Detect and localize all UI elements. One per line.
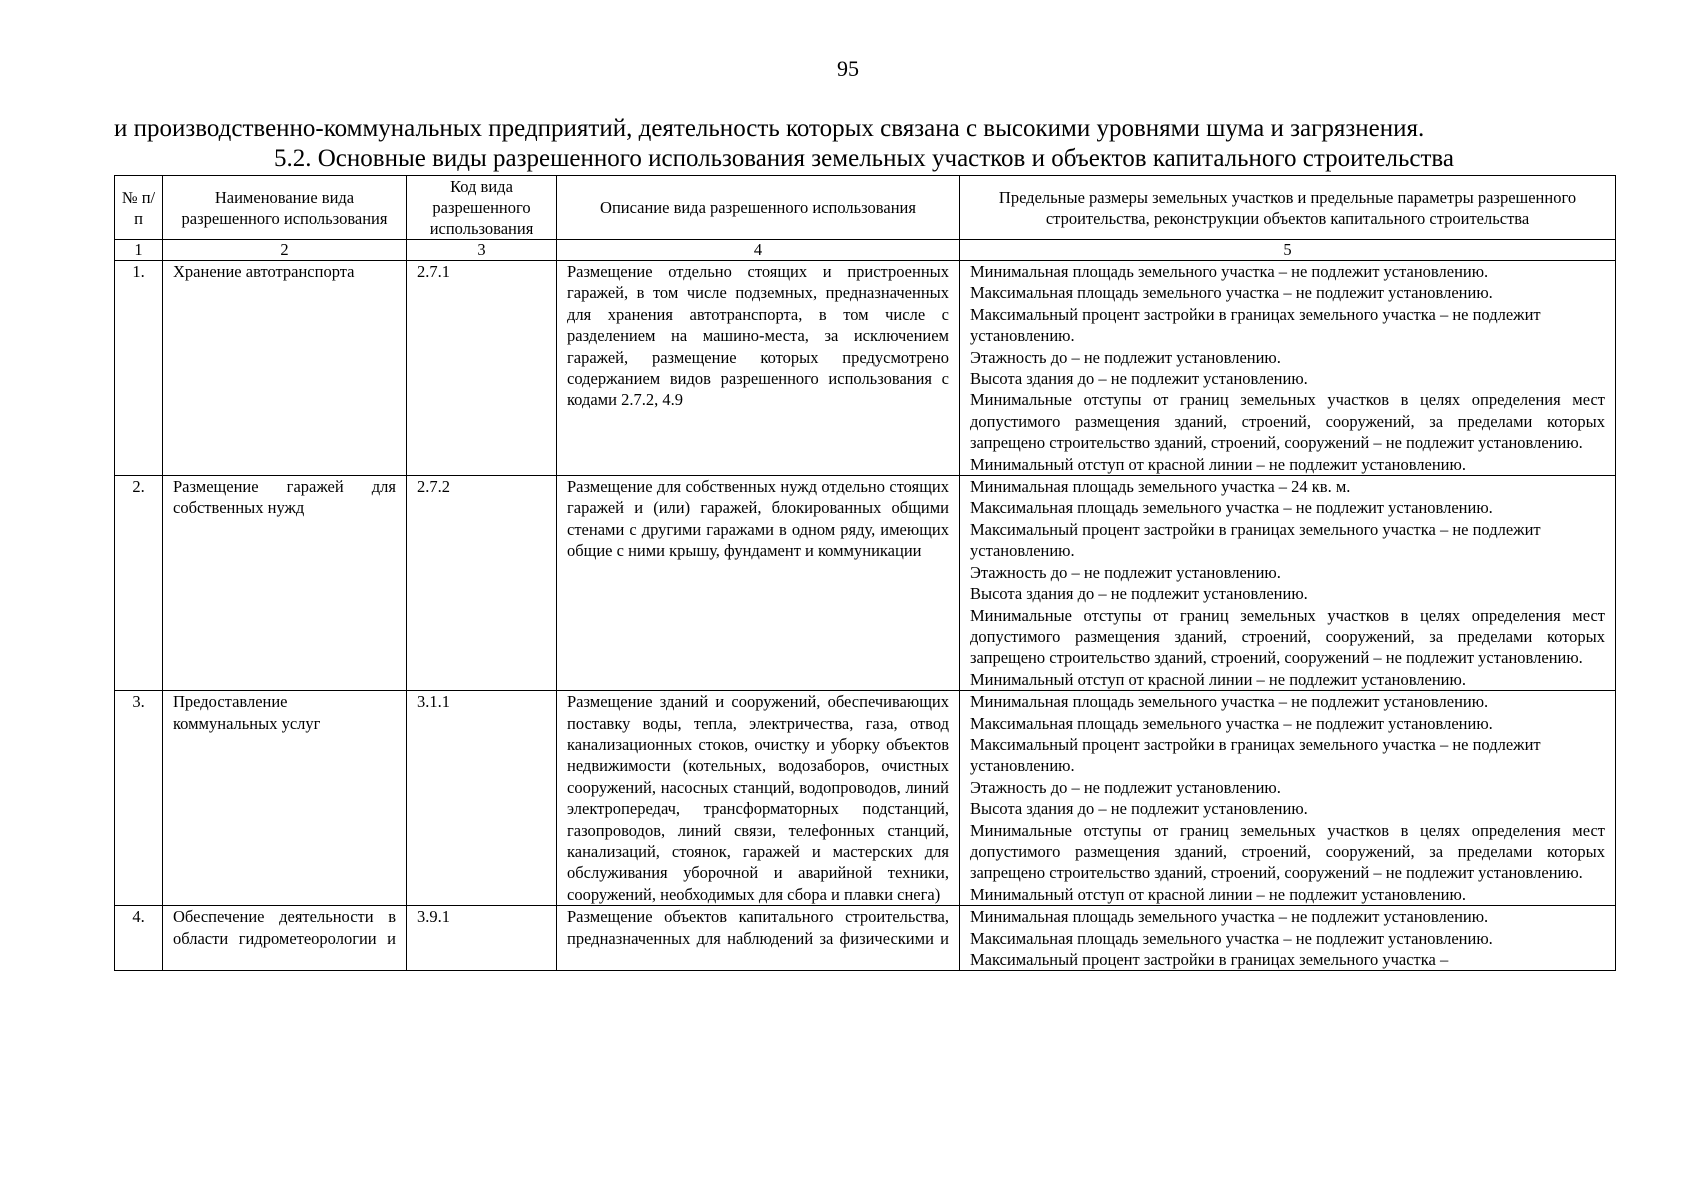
table-row [115, 476, 1616, 691]
header-use-name: Наименование вида разрешенного использования [163, 176, 407, 240]
use-name: Предоставление коммунальных услуг [163, 691, 407, 906]
param-line: Максимальная площадь земельного участка – не подлежит установлению. [970, 713, 1493, 733]
use-code: 3.9.1 [407, 906, 557, 971]
param-line: Высота здания до – не подлежит установлению. [970, 799, 1308, 819]
param-line: Высота здания до – не подлежит установлению. [970, 584, 1308, 604]
param-line: Минимальные отступы от границ земельных участков в целях определения мест допустимого размещения зданий, строений, сооружений, за пределами которых запрещено строительство зданий, строений, сооружений – не подлежит установлению. [970, 390, 1605, 453]
param-line: Минимальная площадь земельного участка – не подлежит установлению. [970, 262, 1489, 281]
use-code: 3.1.1 [407, 691, 557, 906]
param-line: Максимальный процент застройки в границах земельного участка – не подлежит установлению. [970, 304, 1541, 346]
column-number: 4 [557, 240, 960, 261]
param-line: Максимальная площадь земельного участка – не подлежит установлению. [970, 498, 1493, 518]
limit-parameters [960, 261, 1616, 476]
use-description: Размещение зданий и сооружений, обеспечивающих поставку воды, тепла, электричества, газа, отвод канализационных стоков, очистку и уборку объектов недвижимости (котельных, водозаборов, очистных сооружений, насосных станций, водопроводов, линий электропередач, трансформаторных подстанций, газопроводов, линий связи, телефонных станций, канализаций, стоянок, гаражей и мастерских для обслуживания уборочной и аварийной техники, сооружений, необходимых для сбора и плавки снега) [557, 691, 960, 906]
limit-parameters [960, 691, 1616, 906]
limit-parameters [960, 906, 1616, 971]
param-line: Минимальные отступы от границ земельных участков в целях определения мест допустимого размещения зданий, строений, сооружений, за пределами которых запрещено строительство зданий, строений, сооружений – не подлежит установлению. [970, 820, 1605, 883]
table-header-row [115, 176, 1616, 240]
use-description: Размещение для собственных нужд отдельно стоящих гаражей и (или) гаражей, блокированных общими стенами с другими гаражами в одном ряду, имеющих общие с ними крышу, фундамент и коммуникации [557, 476, 960, 691]
land-use-table [114, 175, 1616, 971]
header-limit-parameters: Предельные размеры земельных участков и предельные параметры разрешенного строительства, реконструкции объектов капитального строительства [960, 176, 1616, 240]
use-code: 2.7.2 [407, 476, 557, 691]
row-number: 2. [115, 476, 163, 691]
param-line: Максимальная площадь земельного участка – не подлежит установлению. [970, 928, 1493, 948]
param-line: Минимальный отступ от красной линии – не подлежит установлению. [970, 454, 1466, 474]
row-number: 1. [115, 261, 163, 476]
column-number-row [115, 240, 1616, 261]
use-description: Размещение объектов капитального строительства, предназначенных для наблюдений за физическими и [557, 906, 960, 971]
param-line: Максимальный процент застройки в границах земельного участка – не подлежит установлению. [970, 519, 1541, 561]
param-line: Этажность до – не подлежит установлению. [970, 562, 1281, 582]
use-name: Обеспечение деятельности в области гидрометеорологии и [163, 906, 407, 971]
header-use-code: Код вида разрешенного использования [407, 176, 557, 240]
param-line: Минимальный отступ от красной линии – не подлежит установлению. [970, 669, 1466, 689]
use-description: Размещение отдельно стоящих и пристроенных гаражей, в том числе подземных, предназначенных для хранения автотранспорта, в том числе с разделением на машино-места, за исключением гаражей, размещение которых предусмотрено содержанием видов разрешенного использования с кодами 2.7.2, 4.9 [557, 261, 960, 476]
param-line: Минимальная площадь земельного участка – не подлежит установлению. [970, 692, 1489, 712]
use-name: Размещение гаражей для собственных нужд [163, 476, 407, 691]
page-number: 95 [837, 56, 859, 81]
use-code: 2.7.1 [407, 261, 557, 476]
header-number: № п/п [115, 176, 163, 240]
section-title: 5.2. Основные виды разрешенного использования земельных участков и объектов капитального строительства [273, 145, 1455, 172]
param-line: Минимальная площадь земельного участка – 24 кв. м. [970, 477, 1351, 497]
column-number: 2 [163, 240, 407, 261]
param-line: Минимальная площадь земельного участка – не подлежит установлению. [970, 907, 1489, 927]
limit-parameters [960, 476, 1616, 691]
row-number: 4. [115, 906, 163, 971]
intro-text: и производственно-коммунальных предприятий, деятельность которых связана с высокими уровнями шума и загрязнения. [114, 115, 1425, 142]
column-number: 1 [115, 240, 163, 261]
table-row [115, 906, 1616, 971]
column-number: 5 [960, 240, 1616, 261]
param-line: Минимальный отступ от красной линии – не подлежит установлению. [970, 884, 1466, 904]
param-line: Высота здания до – не подлежит установлению. [970, 369, 1308, 389]
param-line: Максимальная площадь земельного участка – не подлежит установлению. [970, 283, 1493, 303]
column-number: 3 [407, 240, 557, 261]
header-use-description: Описание вида разрешенного использования [557, 176, 960, 240]
param-line: Этажность до – не подлежит установлению. [970, 347, 1281, 367]
use-name: Хранение автотранспорта [163, 261, 407, 476]
param-line: Этажность до – не подлежит установлению. [970, 777, 1281, 797]
param-line: Максимальный процент застройки в границах земельного участка – [970, 950, 1449, 969]
param-line: Минимальные отступы от границ земельных участков в целях определения мест допустимого размещения зданий, строений, сооружений, за пределами которых запрещено строительство зданий, строений, сооружений – не подлежит установлению. [970, 605, 1605, 668]
table-row [115, 691, 1616, 906]
param-line: Максимальный процент застройки в границах земельного участка – не подлежит установлению. [970, 734, 1541, 776]
row-number: 3. [115, 691, 163, 906]
table-row [115, 261, 1616, 476]
